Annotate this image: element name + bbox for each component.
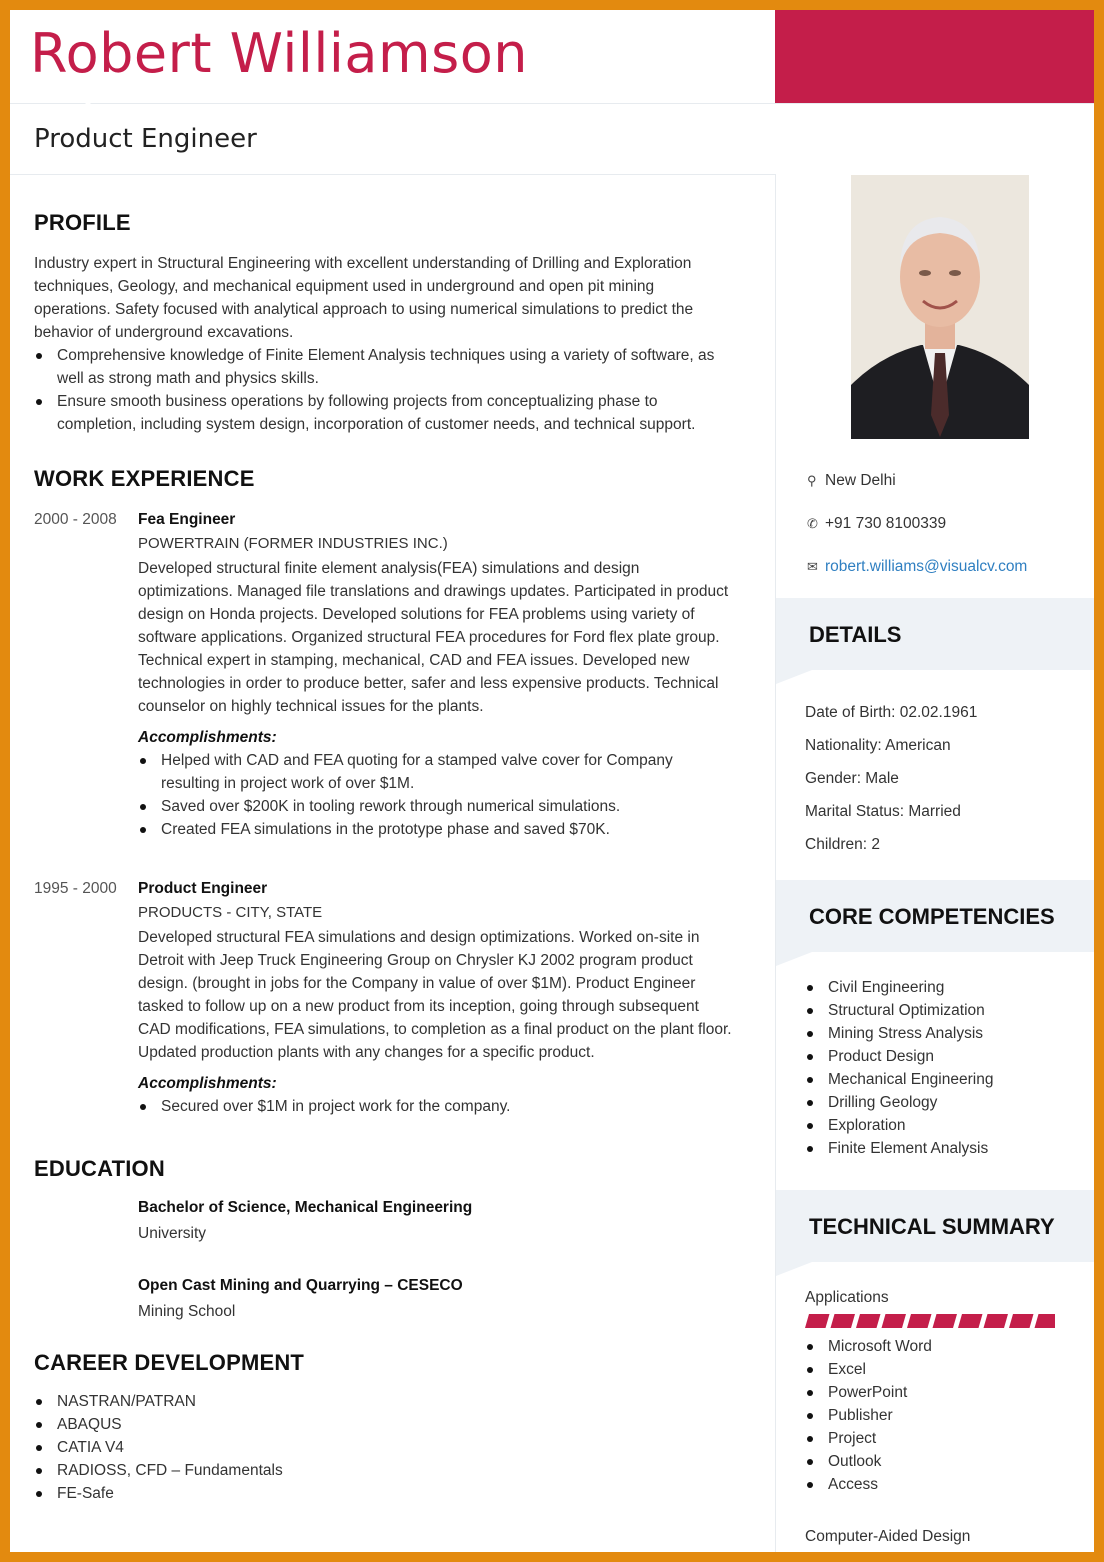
- list-item: Comprehensive knowledge of Finite Element Analysis techniques using a variety of software, as well as strong math and physics skills.: [34, 344, 734, 390]
- job-description: Developed structural FEA simulations and design optimizations. Worked on-site in Detroit with Jeep Truck Engineering Group on Chrysler KJ 2002 program product design. (brought in jobs for the Company in value of over $1M). Product Engineer tasked to follow up on a new product from its inception, going through subsequent CAD modifications, FEA simulations, to completion as a final product on the plant floor. Updated production plants with any changes for a specific product.: [138, 929, 732, 1061]
- profile-summary: Industry expert in Structural Engineering with excellent understanding of Drilling and Exploration techniques, Geology, and mechanical equipment used in underground and open pit mining operations. Safety focused with analytical approach to using numerical simulations to predict the behavior of underground excavations.: [34, 255, 694, 341]
- candidate-name: Robert Williamson: [30, 22, 528, 85]
- competencies-list: [805, 976, 1085, 1160]
- envelope-icon: ✉: [807, 559, 818, 574]
- work-heading: WORK EXPERIENCE: [34, 466, 255, 491]
- skill-segment: [1009, 1314, 1034, 1328]
- list-item: Civil Engineering: [805, 976, 1085, 999]
- job-body: [138, 508, 734, 841]
- list-item: Outlook: [805, 1450, 1085, 1473]
- technical-heading: TECHNICAL SUMMARY: [809, 1214, 1055, 1239]
- job-entry: [34, 508, 734, 841]
- job-body: [138, 877, 734, 1118]
- band-pointer: [776, 670, 812, 684]
- profile-heading: PROFILE: [34, 210, 131, 235]
- education-entry: [138, 1274, 734, 1326]
- profile-section: [34, 210, 734, 436]
- contact-email: [807, 558, 1087, 576]
- job-years: 2000 - 2008: [34, 511, 117, 528]
- detail-item: Marital Status: Married: [805, 803, 961, 820]
- list-item: Exploration: [805, 1114, 1085, 1137]
- skill-segment: [907, 1314, 932, 1328]
- detail-item: Children: 2: [805, 836, 880, 853]
- job-org: PRODUCTS - CITY, STATE: [138, 904, 323, 921]
- skill-segment: [805, 1314, 830, 1328]
- column-divider: [775, 174, 776, 1552]
- detail-item: Gender: Male: [805, 770, 899, 787]
- contact-location: [807, 472, 1087, 490]
- skill-segment: [984, 1314, 1009, 1328]
- applications-skill-bar: [805, 1314, 1055, 1328]
- resume-header: [10, 10, 1094, 104]
- detail-item: Date of Birth: 02.02.1961: [805, 704, 978, 721]
- title-divider: [10, 174, 775, 175]
- list-item: Saved over $200K in tooling rework through numerical simulations.: [138, 795, 734, 818]
- accomplishments-heading: Accomplishments:: [138, 729, 277, 746]
- education-degree: Bachelor of Science, Mechanical Engineering: [138, 1199, 473, 1216]
- list-item: Microsoft Word: [805, 1335, 1085, 1358]
- location-text: New Delhi: [825, 472, 896, 489]
- list-item: Helped with CAD and FEA quoting for a stamped valve cover for Company resulting in project work of over $1M.: [138, 749, 734, 795]
- job-role: Product Engineer: [138, 880, 268, 897]
- education-school: Mining School: [138, 1303, 236, 1320]
- list-item: Mechanical Engineering: [805, 1068, 1085, 1091]
- career-list: [34, 1390, 734, 1505]
- accomplishments-list: [138, 749, 734, 841]
- list-item: Product Design: [805, 1045, 1085, 1068]
- job-years: 1995 - 2000: [34, 880, 117, 897]
- skill-segment: [882, 1314, 907, 1328]
- accomplishments-heading: Accomplishments:: [138, 1075, 277, 1092]
- job-org: POWERTRAIN (FORMER INDUSTRIES INC.): [138, 535, 448, 552]
- list-item: Publisher: [805, 1404, 1085, 1427]
- list-item: Drilling Geology: [805, 1091, 1085, 1114]
- list-item: FE-Safe: [34, 1482, 734, 1505]
- career-heading: CAREER DEVELOPMENT: [34, 1350, 305, 1375]
- header-notch: [78, 96, 98, 106]
- list-item: CATIA V4: [34, 1436, 734, 1459]
- skill-segment: [958, 1314, 983, 1328]
- band-pointer: [776, 952, 812, 966]
- details-list: [805, 696, 977, 861]
- header-accent-block: [775, 10, 1094, 103]
- phone-text: +91 730 8100339: [825, 515, 947, 532]
- list-item: PowerPoint: [805, 1381, 1085, 1404]
- applications-label: Applications: [805, 1289, 889, 1306]
- work-section: [34, 466, 734, 1118]
- education-entry: [138, 1196, 734, 1248]
- technical-band: [776, 1190, 1094, 1262]
- details-heading: DETAILS: [809, 622, 902, 647]
- list-item: Ensure smooth business operations by following projects from conceptualizing phase to completion, including system design, incorporation of customer needs, and technical support.: [34, 390, 734, 436]
- map-pin-icon: ⚲: [807, 473, 817, 488]
- band-pointer: [776, 1262, 812, 1276]
- list-item: ABAQUS: [34, 1413, 734, 1436]
- education-degree: Open Cast Mining and Quarrying – CESECO: [138, 1277, 463, 1294]
- job-entry: [34, 877, 734, 1118]
- competencies-heading: CORE COMPETENCIES: [809, 904, 1055, 929]
- list-item: NASTRAN/PATRAN: [34, 1390, 734, 1413]
- skill-segment: [831, 1314, 856, 1328]
- career-section: [34, 1350, 734, 1505]
- list-item: Structural Optimization: [805, 999, 1085, 1022]
- list-item: Mining Stress Analysis: [805, 1022, 1085, 1045]
- candidate-title: Product Engineer: [34, 124, 257, 154]
- applications-list: [805, 1335, 1085, 1496]
- list-item: Access: [805, 1473, 1085, 1496]
- email-link[interactable]: robert.williams@visualcv.com: [825, 558, 1028, 575]
- cad-label: Computer-Aided Design: [805, 1528, 971, 1545]
- skill-segment: [856, 1314, 881, 1328]
- profile-photo: [851, 175, 1029, 439]
- details-band: [776, 598, 1094, 670]
- contact-phone: [807, 515, 1087, 533]
- phone-icon: ✆: [807, 516, 818, 531]
- list-item: Project: [805, 1427, 1085, 1450]
- list-item: Finite Element Analysis: [805, 1137, 1085, 1160]
- job-role: Fea Engineer: [138, 511, 236, 528]
- list-item: Created FEA simulations in the prototype phase and saved $70K.: [138, 818, 734, 841]
- resume-page: [10, 10, 1094, 1552]
- job-description: Developed structural finite element analysis(FEA) simulations and design optimizations. Managed file translations and drawings updates. Participated in product design on Honda projects. Developed solutions for FEA problems using variety of software applications. Organized structural FEA procedures for Ford flex plate group. Technical expert in stamping, mechanical, CAD and FEA issues. Developed new technologies in order to produce better, safer and less expensive products. Technical counselor on highly technical issues for the plants.: [138, 560, 729, 715]
- education-school: University: [138, 1225, 207, 1242]
- skill-segment: [1035, 1314, 1056, 1328]
- competencies-band: [776, 880, 1094, 952]
- list-item: RADIOSS, CFD – Fundamentals: [34, 1459, 734, 1482]
- profile-bullets: [34, 344, 734, 436]
- accomplishments-list: [138, 1095, 734, 1118]
- list-item: Excel: [805, 1358, 1085, 1381]
- skill-segment: [933, 1314, 958, 1328]
- detail-item: Nationality: American: [805, 737, 951, 754]
- main-column: [34, 210, 734, 1505]
- list-item: Secured over $1M in project work for the company.: [138, 1095, 734, 1118]
- education-section: [34, 1156, 734, 1326]
- education-heading: EDUCATION: [34, 1156, 165, 1181]
